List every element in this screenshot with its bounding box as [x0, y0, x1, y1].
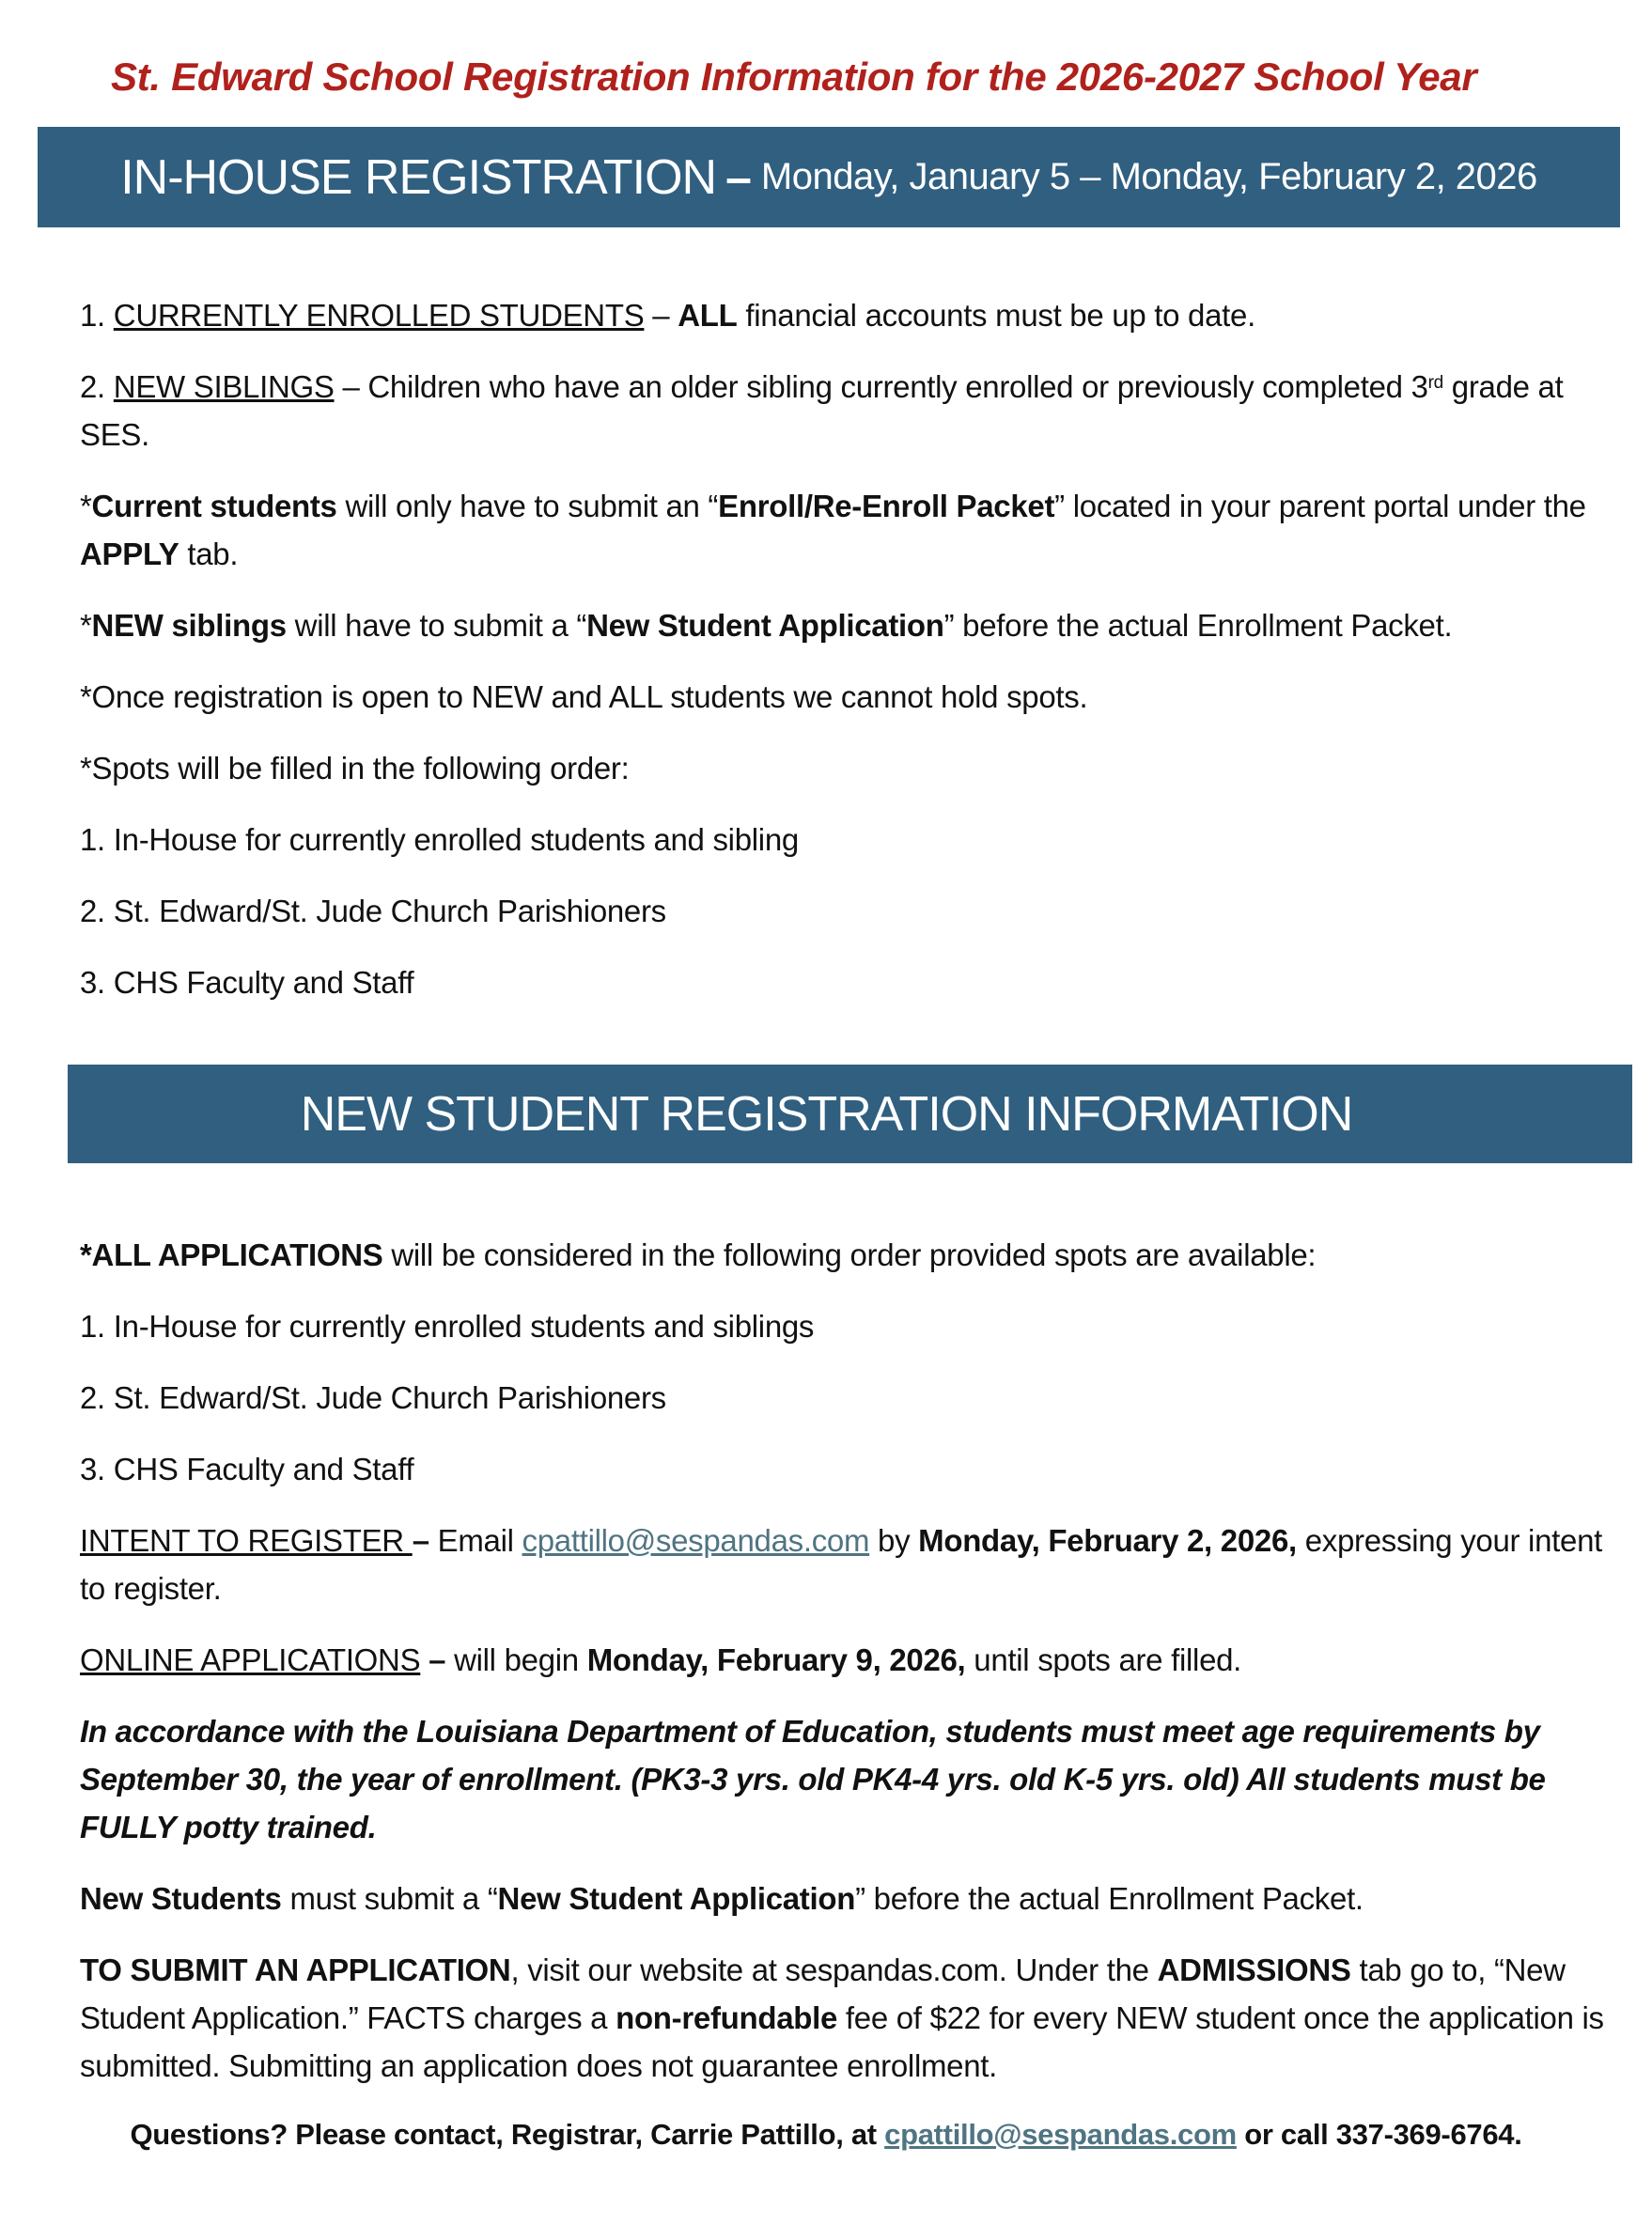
in-house-heading: IN-HOUSE REGISTRATION: [120, 149, 717, 205]
note-new-siblings: *NEW siblings will have to submit a “New Student Application” before the actual Enrollment Packet.: [80, 608, 1453, 643]
in-house-order-item: 2. St. Edward/St. Jude Church Parishioners: [80, 894, 666, 928]
all-applications-note: *ALL APPLICATIONS will be considered in the following order provided spots are available:: [80, 1237, 1317, 1272]
in-house-order-item: 3. CHS Faculty and Staff: [80, 965, 414, 1000]
note-fill-order: *Spots will be filled in the following order:: [80, 751, 630, 786]
currently-enrolled-label: CURRENTLY ENROLLED STUDENTS: [113, 298, 645, 333]
new-student-registration-banner: [68, 1065, 1632, 1163]
new-student-heading: NEW STUDENT REGISTRATION INFORMATION: [300, 1086, 1353, 1142]
in-house-item-currently-enrolled: 1. CURRENTLY ENROLLED STUDENTS – ALL financial accounts must be up to date.: [80, 298, 1255, 333]
in-house-item-new-siblings: 2. NEW SIBLINGS – Children who have an older sibling currently enrolled or previously completed 3rd grade at SES.: [80, 369, 1564, 452]
new-student-order-item: 2. St. Edward/St. Jude Church Parishioners: [80, 1380, 666, 1415]
new-student-order-item: 3. CHS Faculty and Staff: [80, 1452, 414, 1486]
contact-footer: Questions? Please contact, Registrar, Carrie Pattillo, at cpattillo@sespandas.com or call 337-369-6764.: [130, 2118, 1522, 2151]
registrar-email-link[interactable]: cpattillo@sespandas.com: [522, 1523, 870, 1558]
in-house-registration-banner: [38, 127, 1620, 227]
note-cannot-hold-spots: *Once registration is open to NEW and ALL students we cannot hold spots.: [80, 679, 1088, 714]
online-applications-label: ONLINE APPLICATIONS: [80, 1642, 421, 1677]
age-requirement-notice: In accordance with the Louisiana Department of Education, students must meet age requirements by September 30, the year of enrollment. (PK3-3 yrs. old PK4-4 yrs. old K-5 yrs. old) All students must be FULLY potty trained.: [80, 1714, 1546, 1844]
submit-application-instructions: TO SUBMIT AN APPLICATION, visit our website at sespandas.com. Under the ADMISSIONS tab go to, “New Student Application.” FACTS charges a non-refundable fee of $22 for every NEW student once the application is submitted. Submitting an application does not guarantee enrollment.: [80, 1953, 1604, 2083]
intent-to-register: INTENT TO REGISTER – Email cpattillo@sespandas.com by Monday, February 2, 2026, expressing your intent to register.: [80, 1523, 1602, 1606]
banner-dash: –: [725, 150, 752, 204]
intent-label: INTENT TO REGISTER: [80, 1523, 413, 1558]
footer-email-link[interactable]: cpattillo@sespandas.com: [884, 2118, 1237, 2151]
new-student-order-item: 1. In-House for currently enrolled students and siblings: [80, 1309, 815, 1344]
online-applications: ONLINE APPLICATIONS – will begin Monday, February 9, 2026, until spots are filled.: [80, 1642, 1242, 1677]
in-house-order-item: 1. In-House for currently enrolled students and sibling: [80, 822, 799, 857]
page-title: St. Edward School Registration Information for the 2026-2027 School Year: [111, 54, 1477, 99]
new-siblings-label: NEW SIBLINGS: [113, 369, 335, 404]
new-students-note: New Students must submit a “New Student Application” before the actual Enrollment Packet.: [80, 1881, 1364, 1916]
note-current-students: *Current students will only have to submit an “Enroll/Re-Enroll Packet” located in your parent portal under the APPLY tab.: [80, 489, 1586, 571]
in-house-dates: Monday, January 5 – Monday, February 2, 2026: [760, 156, 1537, 197]
